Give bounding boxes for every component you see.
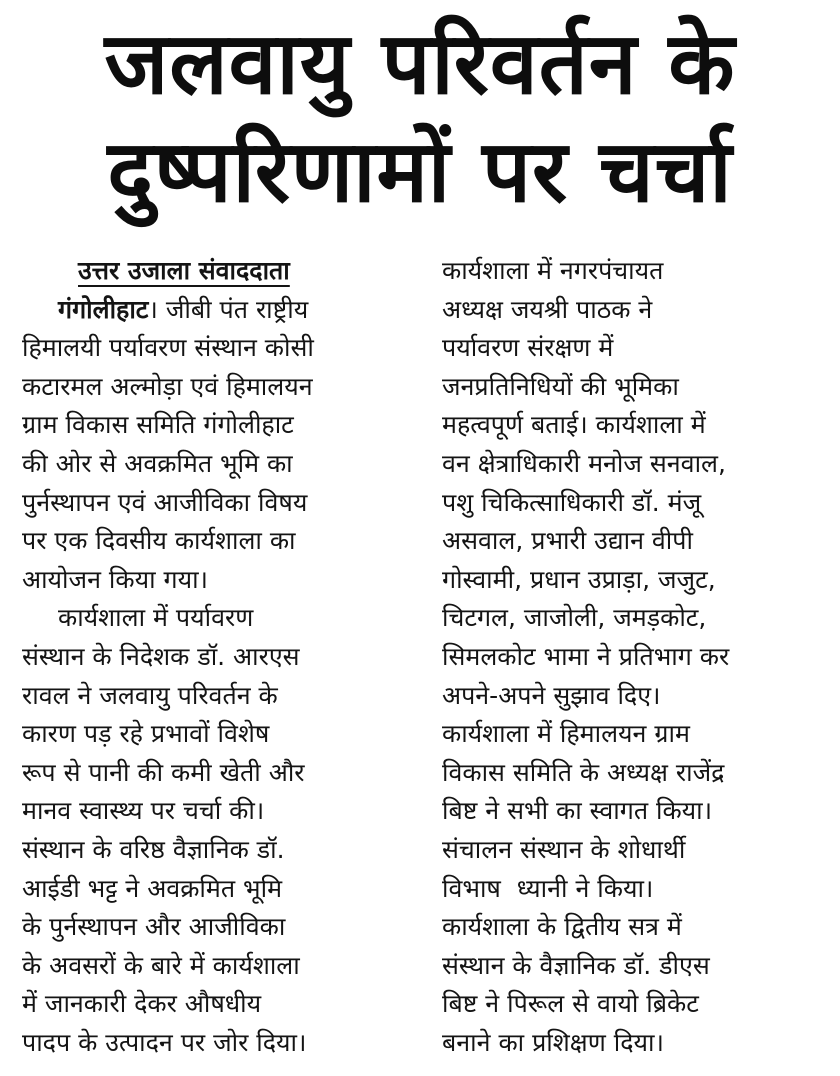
text-line: संस्थान के वरिष्ठ वैज्ञानिक डॉ. <box>22 834 285 864</box>
text-line: असवाल, प्रभारी उद्यान वीपी <box>442 526 693 556</box>
text-line: आईडी भट्ट ने अवक्रमित भूमि <box>22 873 283 903</box>
text-line: संस्थान के निदेशक डॉ. आरएस <box>22 641 300 671</box>
text-line: अपने-अपने सुझाव दिए। <box>442 680 661 710</box>
text-line: जनप्रतिनिधियों की भूमिका <box>442 371 679 401</box>
text-line: बिष्ट ने पिरूल से वायो ब्रिकेट <box>442 989 699 1019</box>
text-line: विकास समिति के अध्यक्ष राजेंद्र <box>442 757 725 787</box>
text-line: कार्यशाला के द्वितीय सत्र में <box>442 912 682 942</box>
text-line: गोस्वामी, प्रधान उप्राड़ा, जजुट, <box>442 564 716 594</box>
headline-line-2: दुष्परिणामों पर चर्चा <box>107 122 733 222</box>
text-line: कार्यशाला में पर्यावरण <box>58 603 254 633</box>
text-line: कार्यशाला में हिमालयन ग्राम <box>442 719 690 749</box>
byline: उत्तर उजाला संवाददाता <box>78 256 290 285</box>
dateline: गंगोलीहाट <box>58 294 149 324</box>
text-line: पशु चिकित्साधिकारी डॉ. मंजू <box>442 487 702 517</box>
text-line: वन क्षेत्राधिकारी मनोज सनवाल, <box>442 448 726 478</box>
text-line <box>22 291 414 330</box>
text-line: विभाष ध्यानी ने किया। <box>442 873 654 903</box>
text-line-content: । जीबी पंत राष्ट्रीय <box>148 294 309 324</box>
text-line: की ओर से अवक्रमित भूमि का <box>22 448 293 478</box>
text-line: महत्वपूर्ण बताई। कार्यशाला में <box>442 410 706 440</box>
text-line: संचालन संस्थान के शोधार्थी <box>442 834 686 864</box>
text-line: बिष्ट ने सभी का स्वागत किया। <box>442 796 713 826</box>
text-line: रावल ने जलवायु परिवर्तन के <box>22 680 278 710</box>
text-line: चिटगल, जाजोली, जमड़कोट, <box>442 603 707 633</box>
text-line: संस्थान के वैज्ञानिक डॉ. डीएस <box>442 950 710 980</box>
text-line: पर एक दिवसीय कार्यशाला का <box>22 526 296 556</box>
text-line: में जानकारी देकर औषधीय <box>22 989 262 1019</box>
text-line: के अवसरों के बारे में कार्यशाला <box>22 950 300 980</box>
headline <box>12 10 828 226</box>
text-line: के पुर्नस्थापन और आजीविका <box>22 912 286 942</box>
text-line: हिमालयी पर्यावरण संस्थान कोसी <box>22 333 314 363</box>
text-line: कटारमल अल्मोड़ा एवं हिमालयन <box>22 371 313 401</box>
text-line: रूप से पानी की कमी खेती और <box>22 757 305 787</box>
text-line: कार्यशाला में नगरपंचायत <box>442 256 664 285</box>
article-column-right <box>442 252 832 1062</box>
text-line: बनाने का प्रशिक्षण दिया। <box>442 1027 664 1057</box>
text-line: अध्यक्ष जयश्री पाठक ने <box>442 294 653 324</box>
text-line: मानव स्वास्थ्य पर चर्चा की। <box>22 796 265 826</box>
text-line: कारण पड़ रहे प्रभावों विशेष <box>22 719 270 749</box>
headline-line-1: जलवायु परिवर्तन के <box>104 14 736 114</box>
text-line: सिमलकोट भामा ने प्रतिभाग कर <box>442 641 730 671</box>
text-line: पुर्नस्थापन एवं आजीविका विषय <box>22 487 308 517</box>
text-line: आयोजन किया गया। <box>22 564 209 594</box>
text-line: पादप के उत्पादन पर जोर दिया। <box>22 1027 307 1057</box>
text-line: पर्यावरण संरक्षण में <box>442 333 614 363</box>
article-column-left <box>22 252 414 1062</box>
text-line: ग्राम विकास समिति गंगोलीहाट <box>22 410 294 440</box>
